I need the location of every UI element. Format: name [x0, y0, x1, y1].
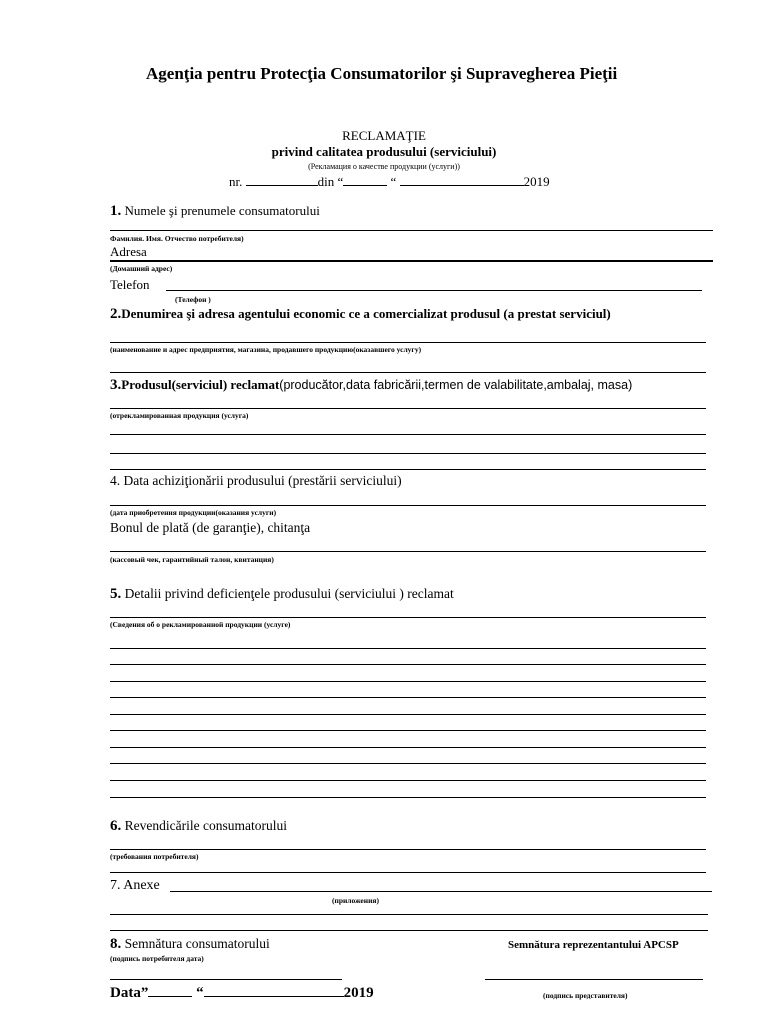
product-ru-hint: (отрекламированная продукция (услуга): [110, 411, 249, 420]
defect-field-9[interactable]: [110, 763, 706, 764]
date-quote-close: “: [390, 174, 397, 189]
section-4-heading: 4. Data achiziţionării produsului (prestării serviciului): [110, 473, 402, 488]
section-3-heading: 3.Produsul(serviciul) reclamat(producător,data fabricării,termen de valabilitate,ambalaj, masa): [110, 377, 633, 393]
annex-field-3[interactable]: [110, 930, 708, 931]
consumer-signature-field[interactable]: [110, 979, 342, 980]
doc-subtitle-ru: (Рекламация о качестве продукции (услуги)): [308, 162, 460, 171]
address-label: Adresa: [110, 244, 147, 259]
section-7-heading: 7. Anexe: [110, 878, 160, 893]
agency-name: Agenţia pentru Protecţia Consumatorilor şi Supravegherea Pieţii: [146, 64, 618, 83]
defect-ru-hint: (Сведения об о рекламированной продукции (услуге): [110, 620, 291, 629]
claims-field-1[interactable]: [110, 849, 706, 850]
annex-ru-hint: (приложения): [332, 896, 379, 905]
agent-field-1[interactable]: [110, 342, 706, 343]
receipt-field[interactable]: [110, 551, 706, 552]
footer-quote: “: [196, 985, 204, 1001]
date-label: Data”: [110, 985, 149, 1001]
din-label: din: [317, 174, 335, 189]
defect-field-11[interactable]: [110, 797, 706, 798]
defect-field-8[interactable]: [110, 747, 706, 748]
name-field[interactable]: [110, 230, 713, 231]
footer-date: [110, 984, 374, 1002]
phone-ru-hint: (Телефон ): [175, 295, 211, 304]
annex-field-2[interactable]: [110, 914, 708, 915]
product-field-4[interactable]: [110, 469, 706, 470]
rep-signature-field[interactable]: [485, 979, 703, 980]
defect-field-7[interactable]: [110, 730, 706, 731]
consumer-signature-ru-hint: (подпись потребителя дата): [110, 954, 204, 963]
agent-ru-hint: (наименование и адрес предприятия, магазина, продавшего продукцию(оказавшего услугу): [110, 345, 422, 354]
defect-field-2[interactable]: [110, 648, 706, 649]
address-ru-hint: (Домашний адрес): [110, 264, 173, 273]
nr-label: nr.: [229, 174, 243, 189]
footer-day-field[interactable]: [148, 984, 192, 997]
claims-ru-hint: (требования потребителя): [110, 852, 199, 861]
phone-label: Telefon: [110, 277, 150, 292]
product-field-1[interactable]: [110, 408, 706, 409]
doc-year: 2019: [523, 174, 550, 189]
address-field[interactable]: [110, 260, 713, 262]
doc-subtitle: privind calitatea produsului (serviciului): [271, 144, 497, 159]
date-quote-open: “: [337, 174, 344, 189]
doc-title: RECLAMAŢIE: [342, 128, 426, 143]
section-5-heading: 5. Detalii privind deficienţele produsului (serviciului ) reclamat: [110, 586, 454, 602]
receipt-label: Bonul de plată (de garanţie), chitanţa: [110, 520, 311, 535]
agent-field-2[interactable]: [110, 372, 706, 373]
product-field-2[interactable]: [110, 434, 706, 435]
defect-field-4[interactable]: [110, 681, 706, 682]
doc-number-line: [229, 174, 550, 190]
claims-field-2[interactable]: [110, 872, 706, 873]
defect-field-1[interactable]: [110, 617, 706, 618]
annex-field-1[interactable]: [170, 891, 712, 892]
section-8-heading: 8. Semnătura consumatorului: [110, 936, 270, 952]
day-field[interactable]: [343, 174, 387, 186]
section-2-heading: 2.Denumirea şi adresa agentului economic ce a comercializat produsul (a prestat serviciul): [110, 306, 611, 322]
month-field[interactable]: [400, 174, 524, 186]
name-ru-hint: Фамилия. Имя. Отчество потребителя): [110, 234, 244, 243]
defect-field-10[interactable]: [110, 780, 706, 781]
receipt-ru-hint: (кассовый чек, гарантийный талон, квитанция): [110, 555, 274, 564]
purchase-date-field[interactable]: [110, 505, 706, 506]
phone-field[interactable]: [166, 290, 702, 291]
product-field-3[interactable]: [110, 453, 706, 454]
footer-month-field[interactable]: [204, 984, 344, 997]
footer-year: 2019: [343, 985, 374, 1001]
defect-field-3[interactable]: [110, 664, 706, 665]
nr-field[interactable]: [246, 174, 318, 186]
purchase-date-ru-hint: (дата приобретения продукции(оказания услуги): [110, 508, 277, 517]
defect-field-6[interactable]: [110, 714, 706, 715]
section-6-heading: 6. Revendicările consumatorului: [110, 818, 287, 834]
rep-signature-label: Semnătura reprezentantului APCSP: [508, 939, 679, 951]
rep-signature-ru-hint: (подпись представителя): [543, 991, 628, 1000]
defect-field-5[interactable]: [110, 697, 706, 698]
section-1-heading: 1. Numele şi prenumele consumatorului: [110, 203, 320, 219]
